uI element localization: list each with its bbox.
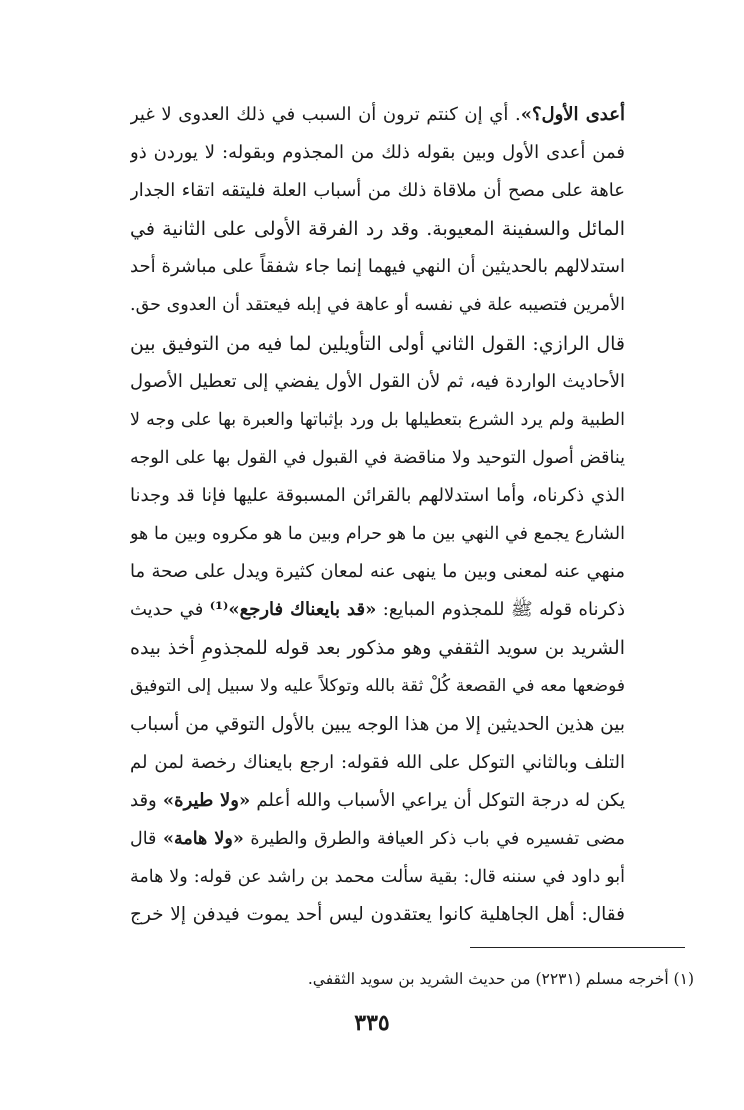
footnote: (١) أخرجه مسلم (٢٢٣١) من حديث الشريد بن سويد الثقفي. (307, 970, 694, 988)
text-line-2 (130, 134, 625, 172)
line-text: أبو داود في سننه قال: بقية سألت محمد بن راشد عن قوله: ولا هامة (130, 866, 625, 887)
text-line-22 (130, 896, 625, 934)
line-text: وقد (130, 789, 163, 811)
footnote-divider (470, 947, 685, 948)
text-line-5 (130, 248, 625, 286)
line-text: الشريد بن سويد الثقفي وهو مذكور بعد قوله للمجذومِ أخذ بيده (130, 637, 625, 660)
text-line-11 (130, 477, 625, 515)
line-text: الذي ذكرناه، وأما استدلالهم بالقرائن المسبوقة عليها فإنا قد وجدنا (130, 484, 625, 506)
line-text: الشارع يجمع في النهي بين ما هو حرام وبين ما هو مكروه وبين ما هو (130, 524, 625, 545)
line-text: فقال: أهل الجاهلية كانوا يعتقدون ليس أحد يموت فيدفن إلا خرج (130, 903, 625, 925)
line-text: يناقض أصول التوحيد ولا مناقضة في القبول في القول بها على الوجه (130, 447, 625, 468)
line-text: عاهة على مصح أن ملاقاة ذلك من أسباب العلة فليتقه اتقاء الجدار (130, 180, 625, 202)
text-line-10 (130, 439, 625, 477)
line-text: منهي عنه لمعنى وبين ما ينهى عنه لمعان كثيرة ويدل على صحة ما (130, 561, 625, 583)
line-text: التلف وبالثاني التوكل على الله فقوله: ارجع بايعناك رخصة لمن لم (130, 751, 625, 773)
page-number: ٣٣٥ (354, 1010, 390, 1036)
text-line-3 (130, 172, 625, 210)
line-text: استدلالهم بالحديثين أن النهي فيهما إنما جاء شفقاً على مباشرة أحد (130, 256, 625, 278)
text-line-21 (130, 858, 625, 896)
line-text: في حديث (130, 599, 210, 621)
text-line-14 (130, 591, 625, 629)
line-text: المائل والسفينة المعيوبة. وقد رد الفرقة الأولى على الثانية في (130, 218, 625, 241)
text-line-19 (130, 782, 625, 820)
text-line-1 (130, 96, 625, 134)
line-text: مضى تفسيره في باب ذكر العيافة والطرق والطيرة (243, 828, 625, 849)
hadith-quote: «ولا هامة» (163, 828, 244, 849)
line-text: الطبية ولم يرد الشرع بتعطيلها بل ورد بإثباتها والعبرة بها على وجه لا (130, 409, 625, 430)
text-line-7 (130, 325, 625, 363)
line-text: فمن أعدى الأول وبين بقوله ذلك من المجذوم وبقوله: لا يوردن ذو (130, 142, 625, 164)
text-line-20 (130, 820, 625, 858)
text-line-17 (130, 706, 625, 744)
line-text: ذكرناه قوله ﷺ للمجذوم المبايع: (376, 599, 625, 621)
hadith-quote: «قد بايعناك فارجع»⁽¹⁾ (209, 599, 377, 621)
emphasized-text: أعدى الأول؟» (520, 104, 625, 125)
line-text: يكن له درجة التوكل أن يراعي الأسباب والله أعلم (250, 789, 625, 811)
line-text: قال الرازي: القول الثاني أولى التأويلين لما فيه من التوفيق بين (130, 332, 625, 355)
text-line-16 (130, 667, 625, 705)
hadith-quote: «ولا طيرة» (162, 789, 251, 811)
text-line-9 (130, 401, 625, 439)
text-line-18 (130, 744, 625, 782)
line-text: قال (130, 828, 164, 849)
text-line-13 (130, 553, 625, 591)
main-text (130, 96, 625, 934)
line-text: فوضعها معه في القصعة كُلْ ثقة بالله وتوكلاً عليه ولا سبيل إلى التوفيق (130, 676, 625, 697)
line-text: بين هذين الحديثين إلا من هذا الوجه يبين بالأول التوقي من أسباب (130, 713, 625, 735)
text-line-8 (130, 363, 625, 401)
line-text: الأمرين فتصيبه علة في نفسه أو عاهة في إبله فيعتقد أن العدوى حق. (130, 295, 625, 316)
text-line-15 (130, 629, 625, 667)
text-line-12 (130, 515, 625, 553)
text-line-6 (130, 286, 625, 324)
text-line-4 (130, 210, 625, 248)
line-text: الأحاديث الواردة فيه، ثم لأن القول الأول يفضي إلى تعطيل الأصول (130, 370, 625, 392)
line-text: . أي إن كنتم ترون أن السبب في ذلك العدوى لا غير (130, 104, 521, 125)
